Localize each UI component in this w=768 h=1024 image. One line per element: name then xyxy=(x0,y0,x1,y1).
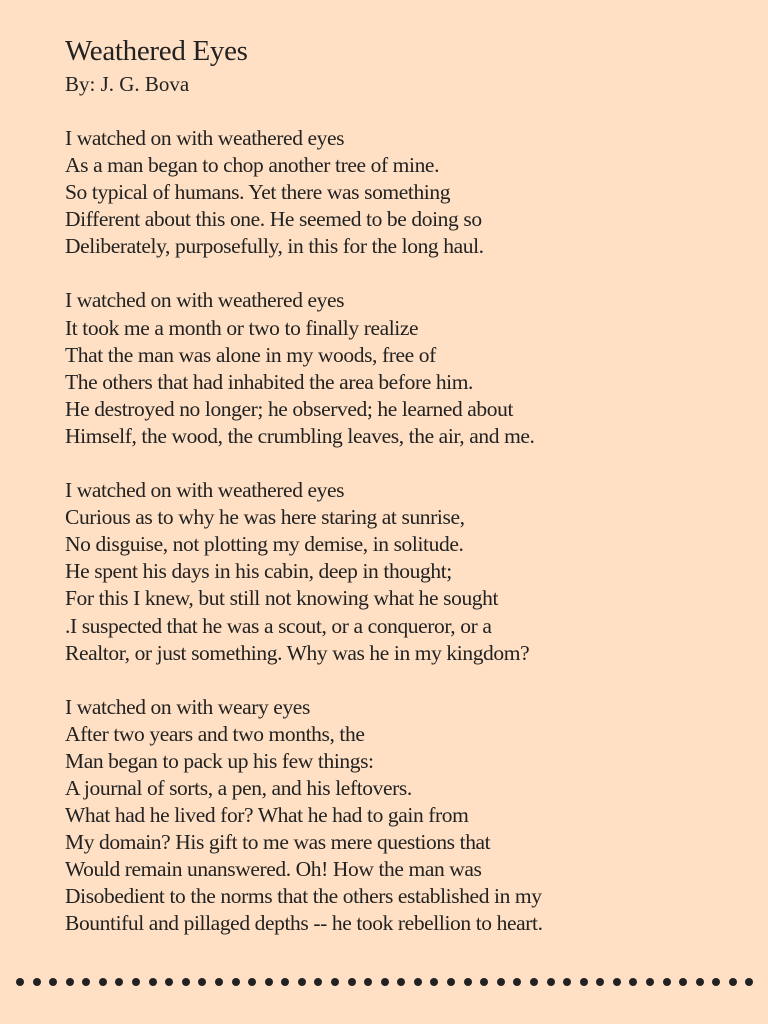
divider-dot xyxy=(447,978,455,986)
poem-line: .I suspected that he was a scout, or a conqueror, or a xyxy=(65,613,492,638)
poem-line: I watched on with weathered eyes xyxy=(65,126,345,150)
divider-dot xyxy=(712,978,720,986)
divider-dot xyxy=(265,978,273,986)
dotted-divider xyxy=(16,976,754,988)
poem-line: That the man was alone in my woods, free of xyxy=(65,342,436,367)
poem-line: So typical of humans. Yet there was something xyxy=(65,180,451,205)
divider-dot xyxy=(215,978,223,986)
poem-line: Disobedient to the norms that the others established in my xyxy=(65,884,542,909)
divider-dot xyxy=(281,978,289,986)
stanza-3 xyxy=(65,477,755,667)
divider-dot xyxy=(115,978,123,986)
stanza-4 xyxy=(65,694,755,938)
divider-dot xyxy=(646,978,654,986)
poem-author: By: J. G. Bova xyxy=(65,72,190,96)
poem-line: A journal of sorts, a pen, and his leftovers. xyxy=(65,775,412,800)
divider-dot xyxy=(497,978,505,986)
divider-dot xyxy=(679,978,687,986)
divider-dot xyxy=(629,978,637,986)
divider-dot xyxy=(16,978,24,986)
divider-dot xyxy=(696,978,704,986)
divider-dot xyxy=(430,978,438,986)
divider-dot xyxy=(82,978,90,986)
poem-line: He destroyed no longer; he observed; he learned about xyxy=(65,396,514,421)
poem-line: Realtor, or just something. Why was he in my kingdom? xyxy=(65,640,530,665)
divider-dot xyxy=(132,978,140,986)
poem-line: Would remain unanswered. Oh! How the man was xyxy=(65,857,482,882)
poem xyxy=(65,34,755,938)
divider-dot xyxy=(198,978,206,986)
divider-dot xyxy=(547,978,555,986)
divider-dot xyxy=(729,978,737,986)
poem-title: Weathered Eyes xyxy=(65,35,248,67)
divider-dot xyxy=(530,978,538,986)
poem-line: Man began to pack up his few things: xyxy=(65,748,374,773)
divider-dot xyxy=(331,978,339,986)
poem-line: Different about this one. He seemed to be doing so xyxy=(65,207,482,232)
poem-line: I watched on with weary eyes xyxy=(65,694,310,719)
divider-dot xyxy=(33,978,41,986)
poem-line: Curious as to why he was here staring at sunrise, xyxy=(65,505,465,530)
poem-line: He spent his days in his cabin, deep in thought; xyxy=(65,559,452,584)
poem-line: It took me a month or two to finally realize xyxy=(65,315,419,340)
divider-dot xyxy=(414,978,422,986)
divider-dot xyxy=(99,978,107,986)
divider-dot xyxy=(613,978,621,986)
divider-dot xyxy=(149,978,157,986)
divider-dot xyxy=(480,978,488,986)
poem-line: What had he lived for? What he had to gain from xyxy=(65,803,469,828)
divider-dot xyxy=(314,978,322,986)
divider-dot xyxy=(596,978,604,986)
stanza-1 xyxy=(65,125,755,260)
divider-dot xyxy=(513,978,521,986)
poem-line: I watched on with weathered eyes xyxy=(65,288,345,313)
poem-line: The others that had inhabited the area before him. xyxy=(65,369,474,394)
poem-line: My domain? His gift to me was mere questions that xyxy=(65,830,491,855)
divider-dot xyxy=(745,978,753,986)
divider-dot xyxy=(381,978,389,986)
divider-dot xyxy=(663,978,671,986)
divider-dot xyxy=(464,978,472,986)
poem-line: Bountiful and pillaged depths -- he took rebellion to heart. xyxy=(65,911,543,936)
divider-dot xyxy=(298,978,306,986)
poem-line: After two years and two months, the xyxy=(65,721,365,746)
divider-dot xyxy=(364,978,372,986)
divider-dot xyxy=(397,978,405,986)
divider-dot xyxy=(348,978,356,986)
poem-line: For this I knew, but still not knowing what he sought xyxy=(65,586,499,611)
poem-line: Himself, the wood, the crumbling leaves, the air, and me. xyxy=(65,423,535,448)
divider-dot xyxy=(232,978,240,986)
poem-line: No disguise, not plotting my demise, in solitude. xyxy=(65,532,464,557)
divider-dot xyxy=(248,978,256,986)
divider-dot xyxy=(66,978,74,986)
divider-dot xyxy=(165,978,173,986)
divider-dot xyxy=(49,978,57,986)
divider-dot xyxy=(580,978,588,986)
divider-dot xyxy=(182,978,190,986)
stanza-2 xyxy=(65,287,755,450)
divider-dot xyxy=(563,978,571,986)
poem-line: As a man began to chop another tree of mine. xyxy=(65,153,440,178)
poem-line: Deliberately, purposefully, in this for the long haul. xyxy=(65,234,484,259)
poem-line: I watched on with weathered eyes xyxy=(65,478,345,503)
